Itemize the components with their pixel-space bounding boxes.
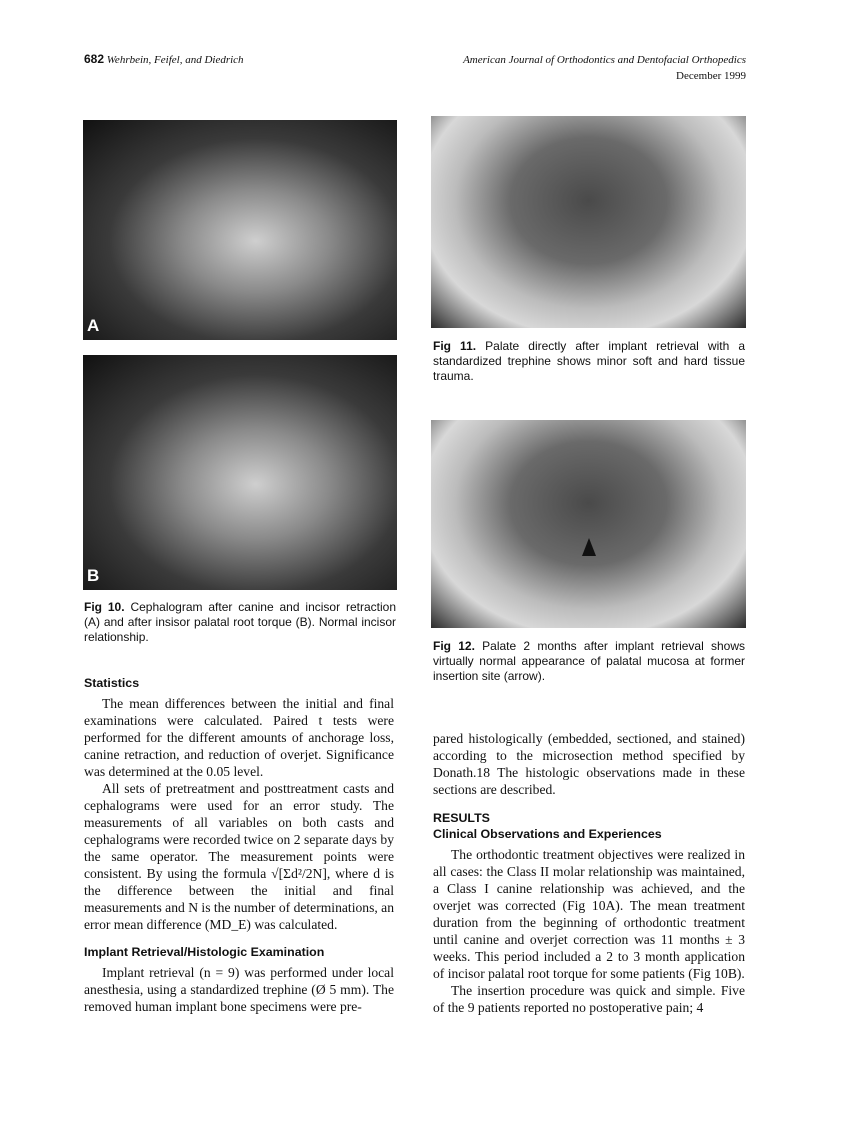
paragraph: pared histologically (embedded, sectioned, and stained) according to the microsection method specified by Donath.18 The histologic observations made in these sections are described. (433, 731, 745, 797)
figure-11-caption (433, 339, 745, 384)
arrow-icon (582, 538, 596, 556)
journal-title: American Journal of Orthodontics and Dentofacial Orthopedics (463, 54, 746, 66)
figure-10-caption (84, 600, 396, 645)
caption-label: Fig 10. (84, 600, 125, 614)
paragraph: The mean differences between the initial and final examinations were calculated. Paired t tests were performed for the different amounts of anchorage loss, canine retraction, and reduction of overjet. Significance was determined at the 0.05 level. (84, 696, 394, 779)
figure-12-image (431, 420, 746, 628)
caption-label: Fig 11. (433, 339, 477, 353)
issue-date: December 1999 (676, 70, 746, 82)
running-header-left (84, 52, 244, 66)
left-column (84, 676, 394, 1015)
paragraph: The insertion procedure was quick and simple. Five of the 9 patients reported no postoperative pain; 4 (433, 983, 745, 1015)
running-header-right (463, 52, 746, 84)
panel-label-b: B (87, 566, 100, 585)
authors: Wehrbein, Feifel, and Diedrich (106, 54, 244, 66)
figure-12-caption (433, 639, 745, 684)
heading-implant-retrieval: Implant Retrieval/Histologic Examination (84, 945, 325, 959)
paragraph: The orthodontic treatment objectives were realized in all cases: the Class II molar relationship was maintained, a Class I canine relationship was achieved, and the overjet was corrected (Fig 10A). The mean treatment duration from the beginning of orthodontic treatment until canine and overjet correction was 11 months ± 3 weeks. This period included a 2 to 3 month application of incisor palatal root torque for some patients (Fig 10B). (433, 847, 745, 981)
caption-text: Palate directly after implant retrieval with a standardized trephine shows minor soft and hard tissue trauma. (433, 339, 745, 383)
paragraph: Implant retrieval (n = 9) was performed under local anesthesia, using a standardized trephine (Ø 5 mm). The removed human implant bone specimens were pre- (84, 965, 394, 1014)
paragraph: All sets of pretreatment and posttreatment casts and cephalograms were used for an error study. The measurements of all variables on both casts and cephalograms were recorded twice on 2 separate days by the same operator. The measurement points were consistent. By using the formula √[Σd²/2N], where d is the difference between the initial and final measurements and N is the number of determinations, an error mean difference (MD_E) was calculated. (84, 781, 394, 932)
panel-label-a: A (87, 316, 100, 335)
right-column (433, 730, 745, 1016)
page-number: 682 (84, 52, 105, 66)
heading-results: RESULTS (433, 811, 490, 825)
figure-11-image (431, 116, 746, 328)
caption-label: Fig 12. (433, 639, 475, 653)
heading-clinical-observations: Clinical Observations and Experiences (433, 827, 662, 841)
caption-text: Cephalogram after canine and incisor retraction (A) and after insisor palatal root torque (B). Normal incisor relationship. (84, 600, 396, 644)
figure-10a-image (83, 120, 397, 340)
caption-text: Palate 2 months after implant retrieval shows virtually normal appearance of palatal mucosa at former insertion site (arrow). (433, 639, 745, 683)
heading-statistics: Statistics (84, 676, 140, 690)
figure-10b-image (83, 355, 397, 590)
